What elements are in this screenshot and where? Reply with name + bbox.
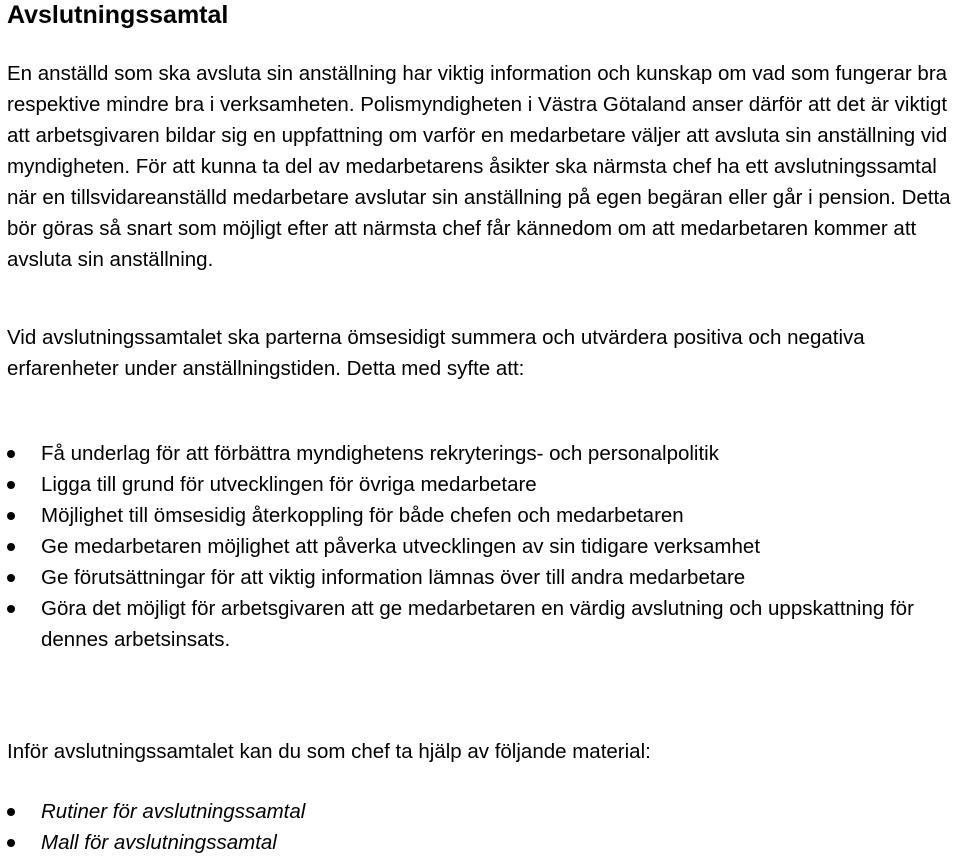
list-item (7, 531, 959, 562)
list-item-text: Ge medarbetaren möjlighet att påverka utvecklingen av sin tidigare verksamhet (41, 535, 761, 558)
bullet-icon (7, 481, 15, 489)
list-item-text: Få underlag för att förbättra myndighetens rekryterings- och personalpolitik (41, 442, 719, 465)
intro-paragraph: En anställd som ska avsluta sin anställning har viktig information och kunskap om vad som fungerar bra respektive mindre bra i verksamheten. Polismyndigheten i Västra Götaland anser därför att det är viktigt att arbetsgivaren bildar sig en uppfattning om varför en medarbetare väljer att avsluta sin anställning vid myndigheten. För att kunna ta del av medarbetarens åsikter ska närmsta chef ha ett avslutningssamtal när en tillsvidareanställd medarbetare avslutar sin anställning på egen begäran eller går i pension. Detta bör göras så snart som möjligt efter att närmsta chef får kännedom om att medarbetaren kommer att avsluta sin anställning. (7, 62, 951, 271)
list-item (7, 469, 959, 500)
list-item (7, 593, 959, 655)
bullet-icon (7, 574, 15, 582)
material-link-mall[interactable]: Mall för avslutningssamtal (41, 831, 277, 854)
list-item (7, 500, 959, 531)
list-item (7, 827, 959, 858)
list-item-text: Ge förutsättningar för att viktig information lämnas över till andra medarbetare (41, 566, 746, 589)
bullet-icon (7, 543, 15, 551)
bullet-icon (7, 512, 15, 520)
list-item-text: Göra det möjligt för arbetsgivaren att ge medarbetaren en värdig avslutning och uppskattning för dennes arbetsinsats. (41, 597, 914, 651)
materials-list (7, 796, 959, 858)
goals-list (7, 438, 959, 655)
list-item (7, 796, 959, 827)
list-item (7, 438, 959, 469)
bullet-icon (7, 839, 15, 847)
list-item-text: Möjlighet till ömsesidig återkoppling för både chefen och medarbetaren (41, 504, 684, 527)
bullet-icon (7, 450, 15, 458)
materials-intro-paragraph: Inför avslutningssamtalet kan du som chef ta hjälp av följande material: (7, 740, 651, 763)
bullet-icon (7, 605, 15, 613)
bullet-icon (7, 808, 15, 816)
page-title: Avslutningssamtal (7, 1, 229, 29)
list-item (7, 562, 959, 593)
summary-paragraph: Vid avslutningssamtalet ska parterna ömsesidigt summera och utvärdera positiva och negativa erfarenheter under anställningstiden. Detta med syfte att: (7, 326, 865, 380)
list-item-text: Ligga till grund för utvecklingen för övriga medarbetare (41, 473, 537, 496)
material-link-rutiner[interactable]: Rutiner för avslutningssamtal (41, 800, 306, 823)
